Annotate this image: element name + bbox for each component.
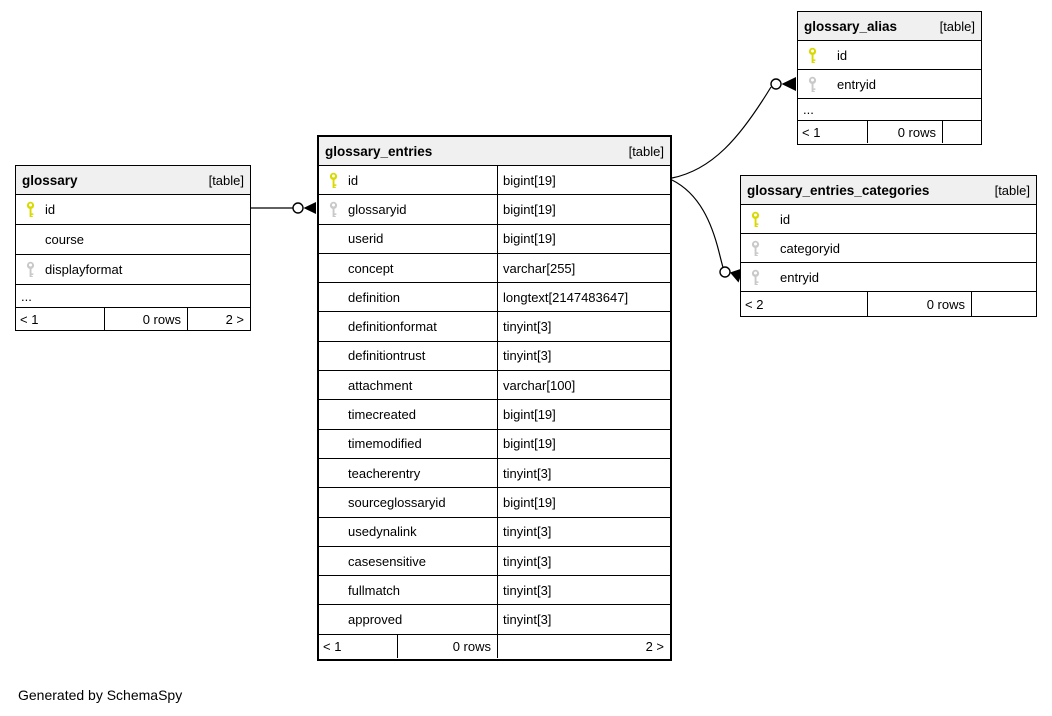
no-key-spacer: [327, 377, 340, 394]
table-body: [741, 204, 1036, 291]
column-row-attachment: [319, 370, 670, 399]
column-name: definition: [348, 289, 401, 305]
table-header[interactable]: [319, 137, 670, 165]
footer-child-count: [972, 292, 1036, 316]
footer-row-count: 0 rows: [398, 635, 498, 658]
column-name: casesensitive: [348, 553, 427, 569]
connector-glossary-entries-to-glossary-entries-categories: [672, 180, 744, 283]
no-key-spacer: [327, 465, 340, 482]
footer-parent-count: < 1: [319, 635, 398, 658]
column-type: bigint[19]: [503, 494, 556, 510]
column-row-definitiontrust: [319, 341, 670, 370]
column-type: varchar[255]: [503, 260, 576, 276]
column-row-definition: [319, 282, 670, 311]
column-name-cell: [319, 254, 498, 282]
table-header[interactable]: [16, 166, 250, 194]
column-name: attachment: [348, 377, 413, 393]
column-name-cell: [319, 283, 498, 311]
no-key-spacer: [327, 230, 340, 247]
column-name-cell: [319, 547, 498, 575]
column-name-cell: [16, 225, 250, 254]
column-row-entryid: [741, 262, 1036, 291]
table-tag: [table]: [208, 172, 244, 188]
no-key-spacer: [327, 406, 340, 423]
column-name: usedynalink: [348, 524, 417, 540]
no-key-spacer: [327, 494, 340, 511]
generator-note: Generated by SchemaSpy: [18, 687, 183, 703]
column-name-cell: [319, 225, 498, 253]
more-columns-ellipsis: ...: [798, 98, 981, 120]
footer-child-count: 2 >: [225, 311, 244, 327]
no-key-spacer: [327, 289, 340, 306]
more-columns-ellipsis: ...: [16, 284, 250, 307]
table-header[interactable]: [798, 12, 981, 40]
column-row-id: [16, 194, 250, 224]
table-tag: [table]: [628, 143, 664, 159]
footer-parent-count: < 1: [16, 308, 105, 330]
column-type: tinyint[3]: [503, 465, 552, 481]
zero-or-one-dot: [293, 203, 303, 213]
column-name: userid: [348, 231, 384, 247]
table-glossary[interactable]: [15, 165, 251, 331]
column-row-definitionformat: [319, 311, 670, 340]
column-row-id: [741, 204, 1036, 233]
column-row-approved: [319, 604, 670, 633]
column-name-cell: [16, 255, 250, 284]
primary-key-icon: [327, 172, 340, 189]
connector-glossary-to-glossary-entries: [251, 202, 316, 214]
column-name: entryid: [837, 76, 877, 92]
table-footer: [741, 291, 1036, 316]
column-row-casesensitive: [319, 546, 670, 575]
column-row-id: [798, 40, 981, 69]
column-row-sourceglossaryid: [319, 487, 670, 516]
foreign-key-icon: [24, 261, 37, 278]
table-glossary-entries-categories[interactable]: [740, 175, 1037, 317]
table-name: glossary_entries_categories: [747, 182, 930, 198]
column-type: bigint[19]: [503, 436, 556, 452]
column-row-categoryid: [741, 233, 1036, 262]
column-type: tinyint[3]: [503, 319, 552, 335]
connector-glossary-entries-to-glossary-alias: [672, 77, 796, 178]
column-row-concept: [319, 253, 670, 282]
foreign-key-icon: [806, 76, 819, 93]
footer-parent-count: < 2: [741, 292, 868, 316]
footer-row-count: 0 rows: [868, 121, 943, 143]
table-body: [16, 194, 250, 307]
footer-child-count: 2 >: [645, 638, 664, 654]
column-name: id: [348, 172, 359, 188]
column-type: varchar[100]: [503, 377, 576, 393]
column-name: timemodified: [348, 436, 422, 452]
column-name-cell: [319, 459, 498, 487]
column-type: bigint[19]: [503, 407, 556, 423]
no-key-spacer: [327, 318, 340, 335]
column-name: definitiontrust: [348, 348, 426, 364]
column-name-cell: [319, 166, 498, 194]
column-type: tinyint[3]: [503, 612, 552, 628]
foreign-key-icon: [749, 269, 762, 286]
zero-or-one-dot: [771, 79, 781, 89]
table-name: glossary_alias: [804, 18, 898, 34]
no-key-spacer: [327, 582, 340, 599]
column-name: teacherentry: [348, 465, 421, 481]
column-type: longtext[2147483647]: [503, 289, 629, 305]
table-body: [798, 40, 981, 120]
table-glossary-entries[interactable]: [317, 135, 672, 661]
no-key-spacer: [327, 347, 340, 364]
column-row-usedynalink: [319, 517, 670, 546]
column-name: entryid: [780, 269, 820, 285]
column-name-cell: [319, 430, 498, 458]
column-name: approved: [348, 612, 403, 628]
column-name-cell: [16, 195, 250, 224]
column-name: course: [45, 232, 85, 247]
column-name: sourceglossaryid: [348, 494, 446, 510]
column-name-cell: [319, 371, 498, 399]
column-name: id: [45, 202, 56, 217]
table-footer: [16, 307, 250, 330]
table-name: glossary: [22, 172, 78, 188]
footer-parent-count: < 1: [798, 121, 868, 143]
footer-row-count: 0 rows: [105, 308, 188, 330]
column-name-cell: [319, 488, 498, 516]
column-name-cell: [741, 234, 1036, 262]
table-tag: [table]: [939, 18, 975, 34]
column-row-displayformat: [16, 254, 250, 284]
column-type: tinyint[3]: [503, 553, 552, 569]
column-name-cell: [319, 312, 498, 340]
column-type: bigint[19]: [503, 231, 556, 247]
column-type: bigint[19]: [503, 201, 556, 217]
table-tag: [table]: [994, 182, 1030, 198]
column-name-cell: [319, 195, 498, 223]
column-name-cell: [798, 70, 981, 98]
column-name: displayformat: [45, 262, 123, 277]
column-name-cell: [319, 400, 498, 428]
table-name: glossary_entries: [325, 143, 433, 159]
table-glossary-alias[interactable]: [797, 11, 982, 145]
footer-child-count: [943, 121, 981, 143]
column-name: id: [837, 47, 848, 63]
no-key-spacer: [327, 260, 340, 277]
column-name: glossaryid: [348, 201, 407, 217]
column-row-entryid: [798, 69, 981, 98]
column-row-id: [319, 165, 670, 194]
column-row-userid: [319, 224, 670, 253]
column-name-cell: [319, 518, 498, 546]
no-key-spacer: [327, 523, 340, 540]
table-body: [319, 165, 670, 634]
no-key-spacer: [327, 435, 340, 452]
column-type: tinyint[3]: [503, 348, 552, 364]
column-type: tinyint[3]: [503, 582, 552, 598]
foreign-key-icon: [749, 240, 762, 257]
no-key-spacer: [24, 231, 37, 248]
column-type: bigint[19]: [503, 172, 556, 188]
column-name: definitionformat: [348, 319, 437, 335]
table-header[interactable]: [741, 176, 1036, 204]
primary-key-icon: [24, 201, 37, 218]
column-name: id: [780, 211, 791, 227]
table-footer: [319, 634, 670, 658]
column-row-fullmatch: [319, 575, 670, 604]
column-row-glossaryid: [319, 194, 670, 223]
column-name-cell: [798, 41, 981, 69]
column-name-cell: [319, 576, 498, 604]
column-row-course: [16, 224, 250, 254]
column-name: categoryid: [780, 240, 840, 256]
zero-or-one-dot: [720, 267, 730, 277]
table-footer: [798, 120, 981, 143]
column-name-cell: [741, 263, 1036, 291]
primary-key-icon: [749, 211, 762, 228]
column-name-cell: [741, 205, 1036, 233]
no-key-spacer: [327, 553, 340, 570]
column-row-timecreated: [319, 399, 670, 428]
column-row-timemodified: [319, 429, 670, 458]
column-name-cell: [319, 605, 498, 633]
fk-arrowhead: [304, 202, 317, 214]
column-type: tinyint[3]: [503, 524, 552, 540]
no-key-spacer: [327, 611, 340, 628]
column-name: fullmatch: [348, 582, 401, 598]
column-name: concept: [348, 260, 394, 276]
fk-arrowhead: [782, 77, 797, 91]
foreign-key-icon: [327, 201, 340, 218]
column-row-teacherentry: [319, 458, 670, 487]
footer-row-count: 0 rows: [868, 292, 972, 316]
column-name-cell: [319, 342, 498, 370]
column-name: timecreated: [348, 407, 416, 423]
primary-key-icon: [806, 47, 819, 64]
